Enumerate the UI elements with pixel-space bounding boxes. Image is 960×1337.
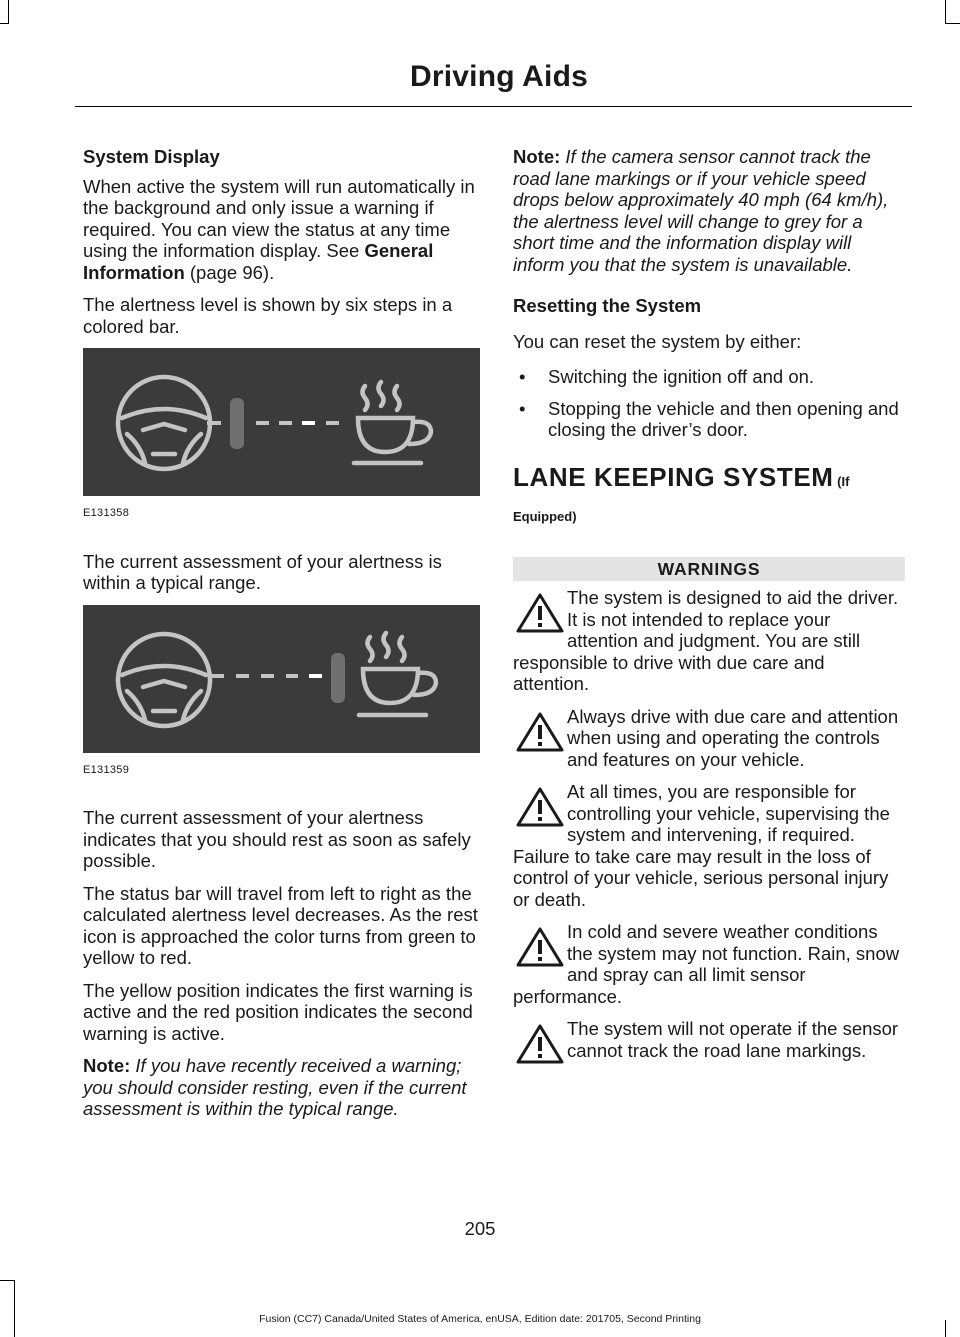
warning-triangle-icon [513, 923, 567, 969]
paragraph-alertness-steps: The alertness level is shown by six steps in a colored bar. [83, 294, 453, 337]
warning-triangle-icon [513, 589, 567, 635]
crop-mark [945, 23, 960, 24]
alertness-indicator [230, 398, 244, 449]
crop-mark [8, 0, 9, 24]
coffee-cup-icon [359, 633, 436, 715]
warning-triangle-icon [513, 1020, 567, 1066]
section-title-lane-keeping-sub: Equipped) [513, 508, 577, 524]
note-camera-sensor: Note: If the camera sensor cannot track the road lane markings or if your vehicle speed drops below approximately 40 mph (64 km/h), the alertness level will change to grey for a short time and the information display will inform you that the system is unavailable. [513, 146, 889, 275]
crop-mark [945, 0, 946, 24]
section-title-resetting: Resetting the System [513, 295, 702, 316]
crop-mark [14, 1280, 15, 1337]
figure-id: E131359 [83, 763, 130, 776]
header-divider [75, 106, 912, 107]
warning-item: At all times, you are responsible for controlling your vehicle, supervising the system and intervening, if required. Failure to take care may result in the loss of control of your vehicle, serious personal injury or death. [513, 781, 890, 910]
note-recent-warning: Note: If you have recently received a warning; you should consider resting, even if the current assessment is within the typical range. [83, 1055, 467, 1119]
figure-id: E131358 [83, 507, 130, 519]
right-column [513, 146, 905, 1072]
page-title: Driving Aids [410, 60, 588, 93]
section-title-system-display: System Display [83, 146, 220, 167]
paragraph-reset-intro: You can reset the system by either: [513, 330, 802, 352]
left-column [83, 146, 479, 1131]
list-item: • Stopping the vehicle and then opening and closing the driver’s door. [519, 397, 899, 440]
steering-wheel-icon [118, 377, 210, 469]
paragraph-status-bar: The status bar will travel from left to right as the calculated alertness level decreases. As the rest icon is approached the color turns from green to yellow to red. [83, 882, 478, 968]
coffee-cup-icon [354, 382, 431, 463]
paragraph-system-display: When active the system will run automatically in the background and only issue a warning if required. You can view the status at any time using the information display. See General Information (page 96). [83, 175, 475, 283]
warning-item: In cold and severe weather conditions the system may not function. Rain, snow and spray can all limit sensor performance. [513, 921, 900, 1007]
warning-item: Always drive with due care and attention when using and operating the controls and features on your vehicle. [513, 706, 905, 771]
alertness-indicator [331, 653, 345, 703]
paragraph-yellow-red: The yellow position indicates the first warning is active and the red position indicates the second warning is active. [83, 979, 473, 1044]
warnings-banner: WARNINGS [513, 557, 905, 581]
crop-mark [0, 23, 9, 24]
steering-wheel-icon [118, 634, 210, 726]
figure-alertness-rest [83, 605, 480, 753]
crop-mark [0, 1280, 15, 1281]
list-item: • Switching the ignition off and on. [519, 366, 815, 387]
warning-item: The system is designed to aid the driver. It is not intended to replace your attention and judgment. You are still responsible to drive with due care and attention. [513, 587, 899, 694]
link-general-information[interactable]: General Information [83, 240, 434, 283]
section-title-lane-keeping: LANE KEEPING SYSTEM (If [513, 461, 850, 492]
paragraph-rest: The current assessment of your alertness indicates that you should rest as soon as safely possible. [83, 807, 471, 871]
warning-item: The system will not operate if the sensor cannot track the road lane markings. [513, 1018, 905, 1061]
footer-edition: Fusion (CC7) Canada/United States of America, enUSA, Edition date: 201705, Second Printing [259, 1313, 701, 1325]
warning-triangle-icon [513, 708, 567, 754]
paragraph-typical-range: The current assessment of your alertness is within a typical range. [83, 550, 442, 593]
warning-triangle-icon [513, 783, 567, 829]
page-number: 205 [464, 1218, 496, 1239]
figure-alertness-typical [83, 348, 480, 496]
reset-list [513, 366, 905, 441]
